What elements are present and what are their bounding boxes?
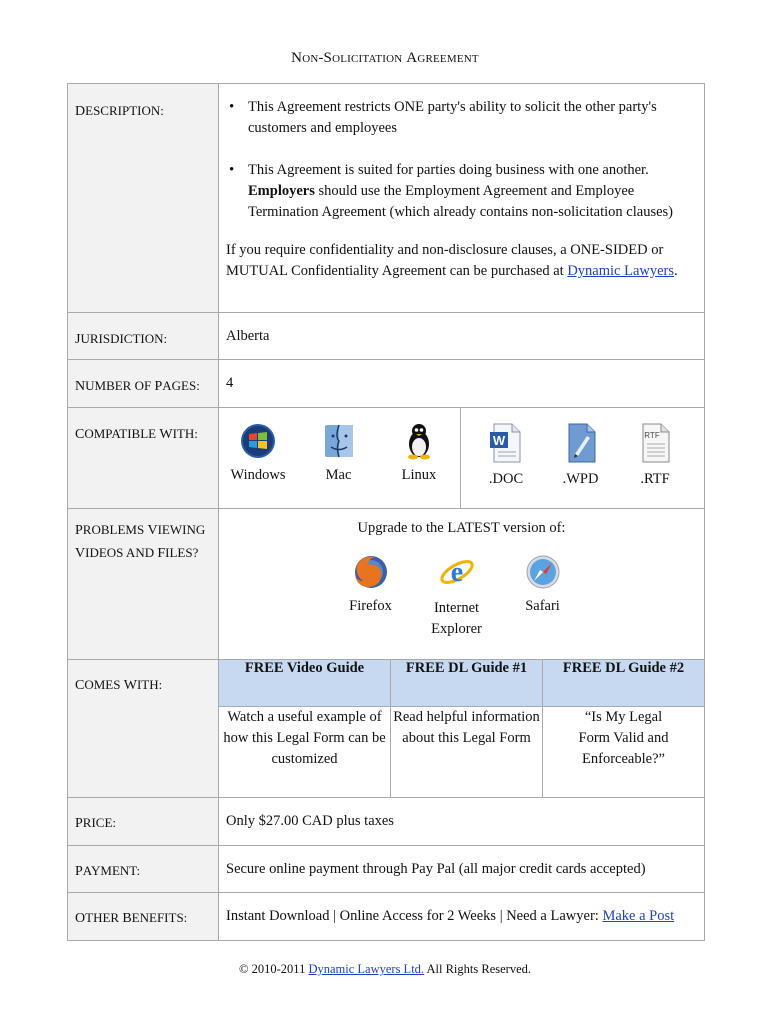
guide-dl1-title[interactable]: FREE DL Guide #1 [391,660,543,707]
mac-icon [324,422,354,460]
agreement-table [67,83,705,941]
svg-text:e: e [450,557,463,588]
other-benefits-label: OTHER BENEFITS: [75,910,188,926]
description-bullet-1: • This Agreement restricts ONE party's ability to solicit the other party's customers and employees [226,97,696,139]
guide-video-title[interactable]: FREE Video Guide [219,660,391,707]
compatible-label-cell [68,408,219,509]
other-benefits-label-cell [68,893,219,941]
comes-with-label: COMES WITH: [75,677,163,693]
os-windows: Windows [223,422,293,484]
os-cell [219,408,461,509]
os-linux: Linux [384,422,454,484]
dynamic-lawyers-link[interactable]: Dynamic Lawyers [567,263,675,279]
guide-dl2-body: “Is My Legal Form Valid and Enforceable?” [543,707,705,798]
format-wpd: .WPD [546,422,616,488]
other-benefits-value: Instant Download | Online Access for 2 Weeks | Need a Lawyer: Make a Post [226,908,675,924]
formats-cell [461,408,705,509]
problems-cell [219,509,705,660]
jurisdiction-label: JURISDICTION: [75,331,168,347]
os-mac: Mac [304,422,374,484]
upgrade-heading: Upgrade to the LATEST version of: [357,520,566,536]
guide-video-body: Watch a useful example of how this Legal Form can be customized [219,707,391,798]
payment-label: PAYMENT: [75,863,141,879]
price-value: Only $27.00 CAD plus taxes [226,813,394,829]
footer: © 2010-2011 Dynamic Lawyers Ltd. All Rights Reserved. [239,962,531,976]
pages-label-cell [68,360,219,408]
browser-internet-explorer[interactable]: e Internet Explorer [417,553,497,640]
jurisdiction-value: Alberta [226,328,270,344]
wpd-file-icon [565,422,597,464]
guide-dl1-body: Read helpful information about this Legal Form [391,707,543,798]
pages-label: NUMBER OF PAGES: [75,378,200,394]
doc-file-icon [488,422,524,464]
price-label-cell [68,798,219,846]
format-rtf: RTF .RTF [620,422,690,488]
problems-label: PROBLEMS VIEWING VIDEOS AND FILES? [75,522,206,561]
browser-safari[interactable]: Safari [503,553,583,640]
document-title: NON-SOLICITATION AGREEMENT [291,50,479,66]
make-a-post-link[interactable]: Make a Post [602,908,675,924]
description-cell [219,84,705,313]
pages-value: 4 [226,375,234,391]
safari-icon [524,553,562,591]
browser-firefox[interactable]: Firefox [331,553,411,640]
description-bullet-2: • This Agreement is suited for parties doing business with one another. Employers should use the Employment Agreement and Employee Termination Agreement (which already contains non-solicitation clauses) [226,160,696,223]
payment-value: Secure online payment through Pay Pal (all major credit cards accepted) [226,861,646,877]
price-label: PRICE: [75,815,117,831]
description-label-cell [68,84,219,313]
description-label: DESCRIPTION: [75,103,164,119]
internet-explorer-icon [438,553,476,591]
rtf-file-icon [639,422,671,464]
payment-label-cell [68,846,219,893]
windows-icon [239,422,277,460]
description-paragraph: If you require confidentiality and non-disclosure clauses, a ONE-SIDED or MUTUAL Confidentiality Agreement can be purchased at Dynamic Lawyers. [226,242,678,279]
footer-dynamic-lawyers-link[interactable]: Dynamic Lawyers Ltd. [308,962,425,976]
compatible-label: COMPATIBLE WITH: [75,426,198,442]
comes-with-label-cell [68,660,219,798]
jurisdiction-label-cell [68,313,219,360]
guide-dl2-title[interactable]: FREE DL Guide #2 [543,660,705,707]
format-doc: W .DOC [471,422,541,488]
linux-icon [404,422,434,460]
rtf-badge-text: RTF [644,431,660,440]
svg-text:W: W [492,433,506,448]
firefox-icon [352,553,390,591]
problems-label-cell [68,509,219,660]
